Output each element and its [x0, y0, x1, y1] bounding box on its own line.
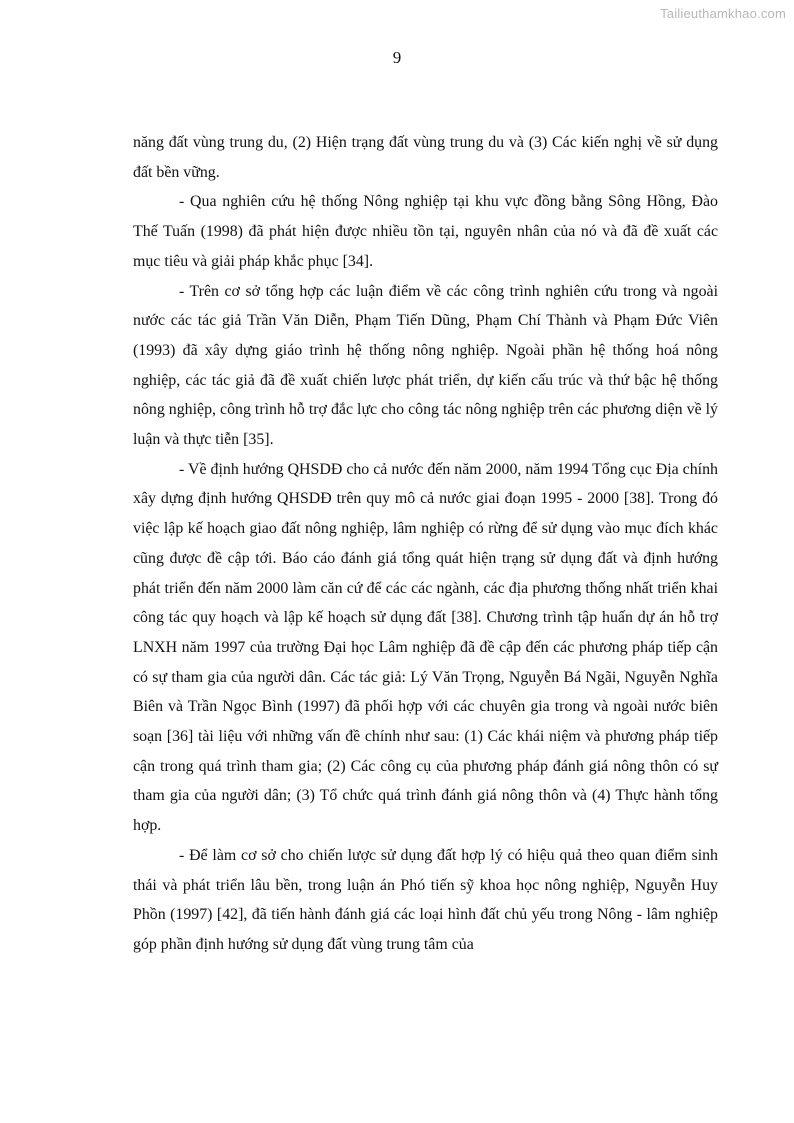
paragraph-continuation: năng đất vùng trung du, (2) Hiện trạng đất vùng trung du và (3) Các kiến nghị về sử dụng đất bền vững.	[133, 134, 718, 181]
watermark: Tailieuthamkhao.com	[660, 6, 786, 21]
paragraph-dao-the-tuan: - Qua nghiên cứu hệ thống Nông nghiệp tại khu vực đồng bằng Sông Hồng, Đào Thế Tuấn (1998) đã phát hiện được nhiều tồn tại, nguyên nhân của nó và đã đề xuất các mục tiêu và giải pháp khắc phục [34].	[133, 193, 718, 270]
document-body	[133, 128, 718, 960]
paragraph-he-thong-nong-nghiep: - Trên cơ sở tổng hợp các luận điểm về các công trình nghiên cứu trong và ngoài nước các tác giả Trần Văn Diễn, Phạm Tiến Dũng, Phạm Chí Thành và Phạm Đức Viên (1993) đã xây dựng giáo trình hệ thống nông nghiệp. Ngoài phần hệ thống hoá nông nghiệp, các tác giả đã đề xuất chiến lược phát triển, dự kiến cấu trúc và thứ bậc hệ thống nông nghiệp, công trình hỗ trợ đắc lực cho công tác nông nghiệp trên các phương diện về lý luận và thực tiễn [35].	[133, 282, 718, 449]
paragraph-nguyen-huy-phon: - Để làm cơ sở cho chiến lược sử dụng đất hợp lý có hiệu quả theo quan điểm sinh thái và phát triển lâu bền, trong luận án Phó tiến sỹ khoa học nông nghiệp, Nguyễn Huy Phồn (1997) [42], đã tiến hành đánh giá các loại hình đất chủ yếu trong Nông - lâm nghiệp góp phần định hướng sử dụng đất vùng trung tâm của	[133, 846, 718, 953]
paragraph-qhsdd: - Về định hướng QHSDĐ cho cả nước đến năm 2000, năm 1994 Tổng cục Địa chính xây dựng định hướng QHSDĐ trên quy mô cả nước giai đoạn 1995 - 2000 [38]. Trong đó việc lập kế hoạch giao đất nông nghiệp, lâm nghiệp có rừng để sử dụng vào mục đích khác cũng được đề cập tới. Báo cáo đánh giá tổng quát hiện trạng sử dụng đất và định hướng phát triển đến năm 2000 làm căn cứ để các các ngành, các địa phương thống nhất triển khai công tác quy hoạch và lập kế hoạch sử dụng đất [38]. Chương trình tập huấn dự án hỗ trợ LNXH năm 1997 của trường Đại học Lâm nghiệp đã đề cập đến các phương pháp tiếp cận có sự tham gia của người dân. Các tác giả: Lý Văn Trọng, Nguyễn Bá Ngãi, Nguyễn Nghĩa Biên và Trần Ngọc Bình (1997) đã phối hợp với các chuyên gia trong và ngoài nước biên soạn [36] tài liệu với những vấn đề chính như sau: (1) Các khái niệm và phương pháp tiếp cận trong quá trình tham gia; (2) Các công cụ của phương pháp đánh giá nông thôn có sự tham gia của người dân; (3) Tổ chức quá trình đánh giá nông thôn và (4) Thực hành tổng hợp.	[133, 460, 718, 835]
page-number: 9	[392, 48, 402, 67]
